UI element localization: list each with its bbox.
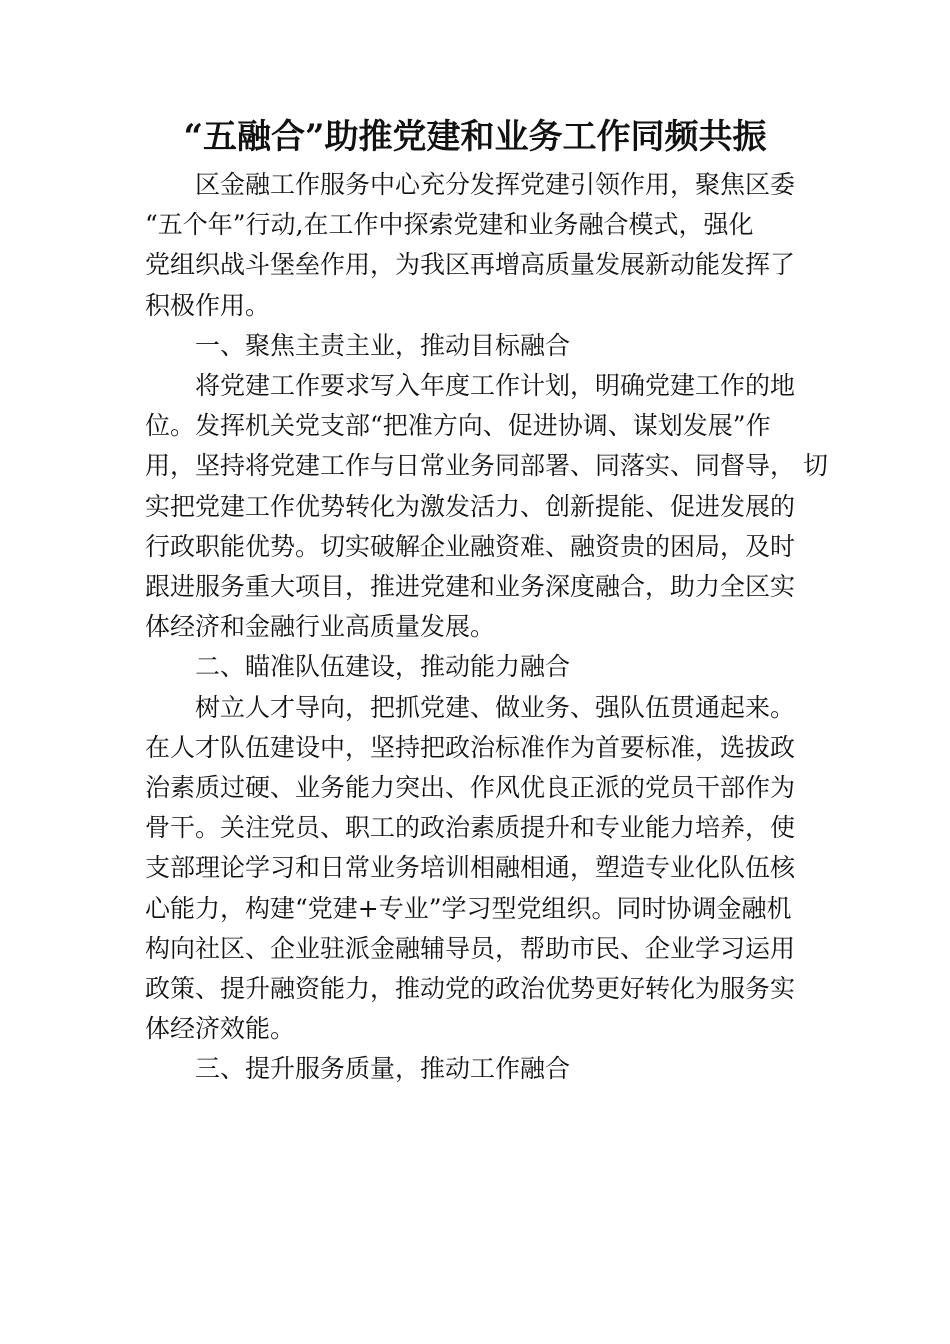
- section-heading-1: 一、聚焦主责主业，推动目标融合: [195, 330, 571, 360]
- text-line: 治素质过硬、业务能力突出、作风优良正派的党员干部作为: [145, 773, 796, 803]
- text-line: 行政职能优势。切实破解企业融资难、融资贵的困局，及时: [145, 531, 796, 561]
- text-line: 在人才队伍建设中，坚持把政治标准作为首要标准，选拔政: [145, 732, 796, 762]
- section-paragraph-1: [145, 366, 828, 647]
- text-line: 跟进服务重大项目，推进党建和业务深度融合，助力全区实: [145, 572, 796, 602]
- text-line: “五个年”行动,在工作中探索党建和业务融合模式，强化: [145, 210, 754, 240]
- document-title: “五融合”助推党建和业务工作同频共振: [183, 117, 767, 157]
- text-line: 体经济和金融行业高质量发展。: [145, 612, 496, 642]
- document-body: [145, 165, 828, 1090]
- intro-paragraph: [145, 165, 810, 326]
- text-line: 骨干。关注党员、职工的政治素质提升和专业能力培养，使: [145, 813, 796, 843]
- text-line: 支部理论学习和日常业务培训相融相通，塑造专业化队伍核: [145, 853, 796, 883]
- text-line: 心能力，构建“党建+专业”学习型党组织。同时协调金融机: [145, 893, 792, 923]
- text-line: 树立人才导向，把抓党建、做业务、强队伍贯通起来。: [195, 692, 796, 722]
- text-line: 体经济效能。: [145, 1014, 296, 1044]
- text-line: 区金融工作服务中心充分发挥党建引领作用，聚焦区委: [195, 170, 796, 199]
- text-line: 实把党建工作优势转化为激发活力、创新提能、促进发展的: [145, 491, 796, 521]
- text-line: 位。发挥机关党支部“把准方向、促进协调、谋划发展”作: [145, 411, 771, 441]
- text-line: 积极作用。: [145, 290, 271, 320]
- text-line: 政策、提升融资能力，推动党的政治优势更好转化为服务实: [145, 974, 796, 1004]
- text-line: 构向社区、企业驻派金融辅导员，帮助市民、企业学习运用: [145, 933, 796, 963]
- section-paragraph-2: [145, 688, 810, 1050]
- section-heading-3: 三、提升服务质量，推动工作融合: [195, 1054, 571, 1084]
- text-line: 党组织战斗堡垒作用，为我区再增高质量发展新动能发挥了: [145, 250, 796, 280]
- section-heading-2: 二、瞄准队伍建设，推动能力融合: [195, 652, 571, 682]
- text-line: 用，坚持将党建工作与日常业务同部署、同落实、同督导， 切: [145, 451, 828, 481]
- text-line: 将党建工作要求写入年度工作计划，明确党建工作的地: [195, 371, 796, 401]
